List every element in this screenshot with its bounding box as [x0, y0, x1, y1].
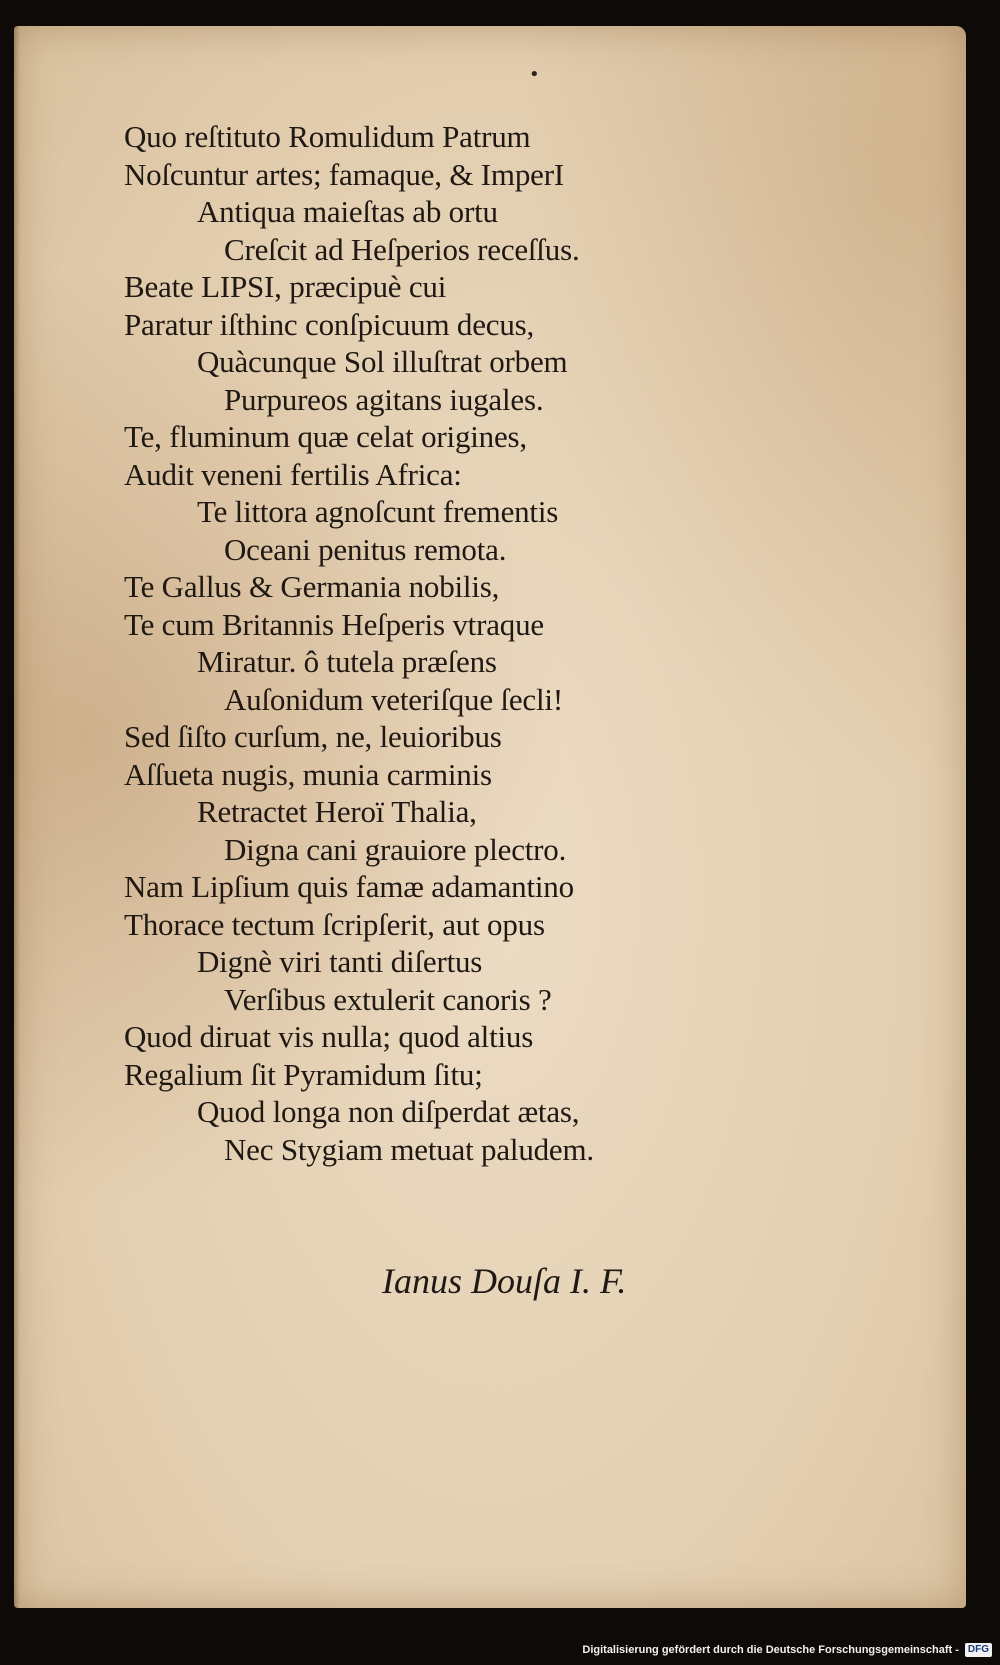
poem-line: Noſcuntur artes; famaque, & ImperI — [124, 156, 564, 192]
poem-line: Creſcit ad Heſperios receſſus. — [224, 231, 580, 267]
poem-line: Digna cani grauiore plectro. — [224, 831, 567, 867]
poem-line: Retractet Heroï Thalia, — [197, 794, 477, 829]
poem-line: Paratur iſthinc conſpicuum decus, — [124, 306, 535, 342]
poem-line: Beate LIPSI, præcipuè cui — [124, 269, 447, 304]
page-edge-shadow — [14, 26, 20, 1608]
poem-line: Te cum Britannis Heſperis vtraque — [124, 606, 544, 642]
poem-line: Nec Stygiam metuat paludem. — [224, 1131, 594, 1167]
poem-line: Regalium ſit Pyramidum ſitu; — [124, 1056, 483, 1092]
poem-line: Te littora agnoſcunt frementis — [197, 494, 559, 529]
poem-line: Audit veneni fertilis Africa: — [124, 456, 462, 492]
poem-line: Aſſueta nugis, munia carminis — [124, 756, 492, 792]
poem-text — [124, 118, 824, 1168]
poem-line: Miratur. ô tutela præſens — [197, 644, 497, 679]
poem-line: Nam Lipſium quis famæ adamantino — [124, 869, 574, 904]
author-signature: Ianus Douſa I. F. — [382, 1261, 627, 1301]
poem-line: Quod longa non diſperdat ætas, — [197, 1094, 580, 1129]
poem-line: Te, fluminum quæ celat origines, — [124, 419, 527, 454]
poem-line: Antiqua maieſtas ab ortu — [197, 194, 498, 229]
poem-line: Auſonidum veteriſque ſecli! — [224, 681, 563, 717]
digitization-footer — [582, 1641, 992, 1659]
dfg-logo-icon: DFG — [965, 1643, 992, 1657]
poem-line: Sed ſiſto curſum, ne, leuioribus — [124, 719, 502, 754]
poem-line: Purpureos agitans iugales. — [224, 381, 544, 417]
poem-line: Quàcunque Sol illuſtrat orbem — [197, 344, 568, 379]
book-page — [14, 26, 966, 1608]
poem-line: Oceani penitus remota. — [224, 531, 507, 567]
poem-line: Quo reſtituto Romulidum Patrum — [124, 119, 531, 154]
poem-line: Verſibus extulerit canoris ? — [224, 981, 552, 1017]
page-mark: • — [529, 64, 540, 85]
poem-line: Dignè viri tanti diſertus — [197, 944, 483, 979]
poem-line: Te Gallus & Germania nobilis, — [124, 569, 500, 604]
poem-line: Quod diruat vis nulla; quod altius — [124, 1019, 534, 1054]
poem-line: Thorace tectum ſcripſerit, aut opus — [124, 906, 545, 942]
footer-credit: Digitalisierung gefördert durch die Deutsche Forschungsgemeinschaft - — [582, 1644, 959, 1656]
